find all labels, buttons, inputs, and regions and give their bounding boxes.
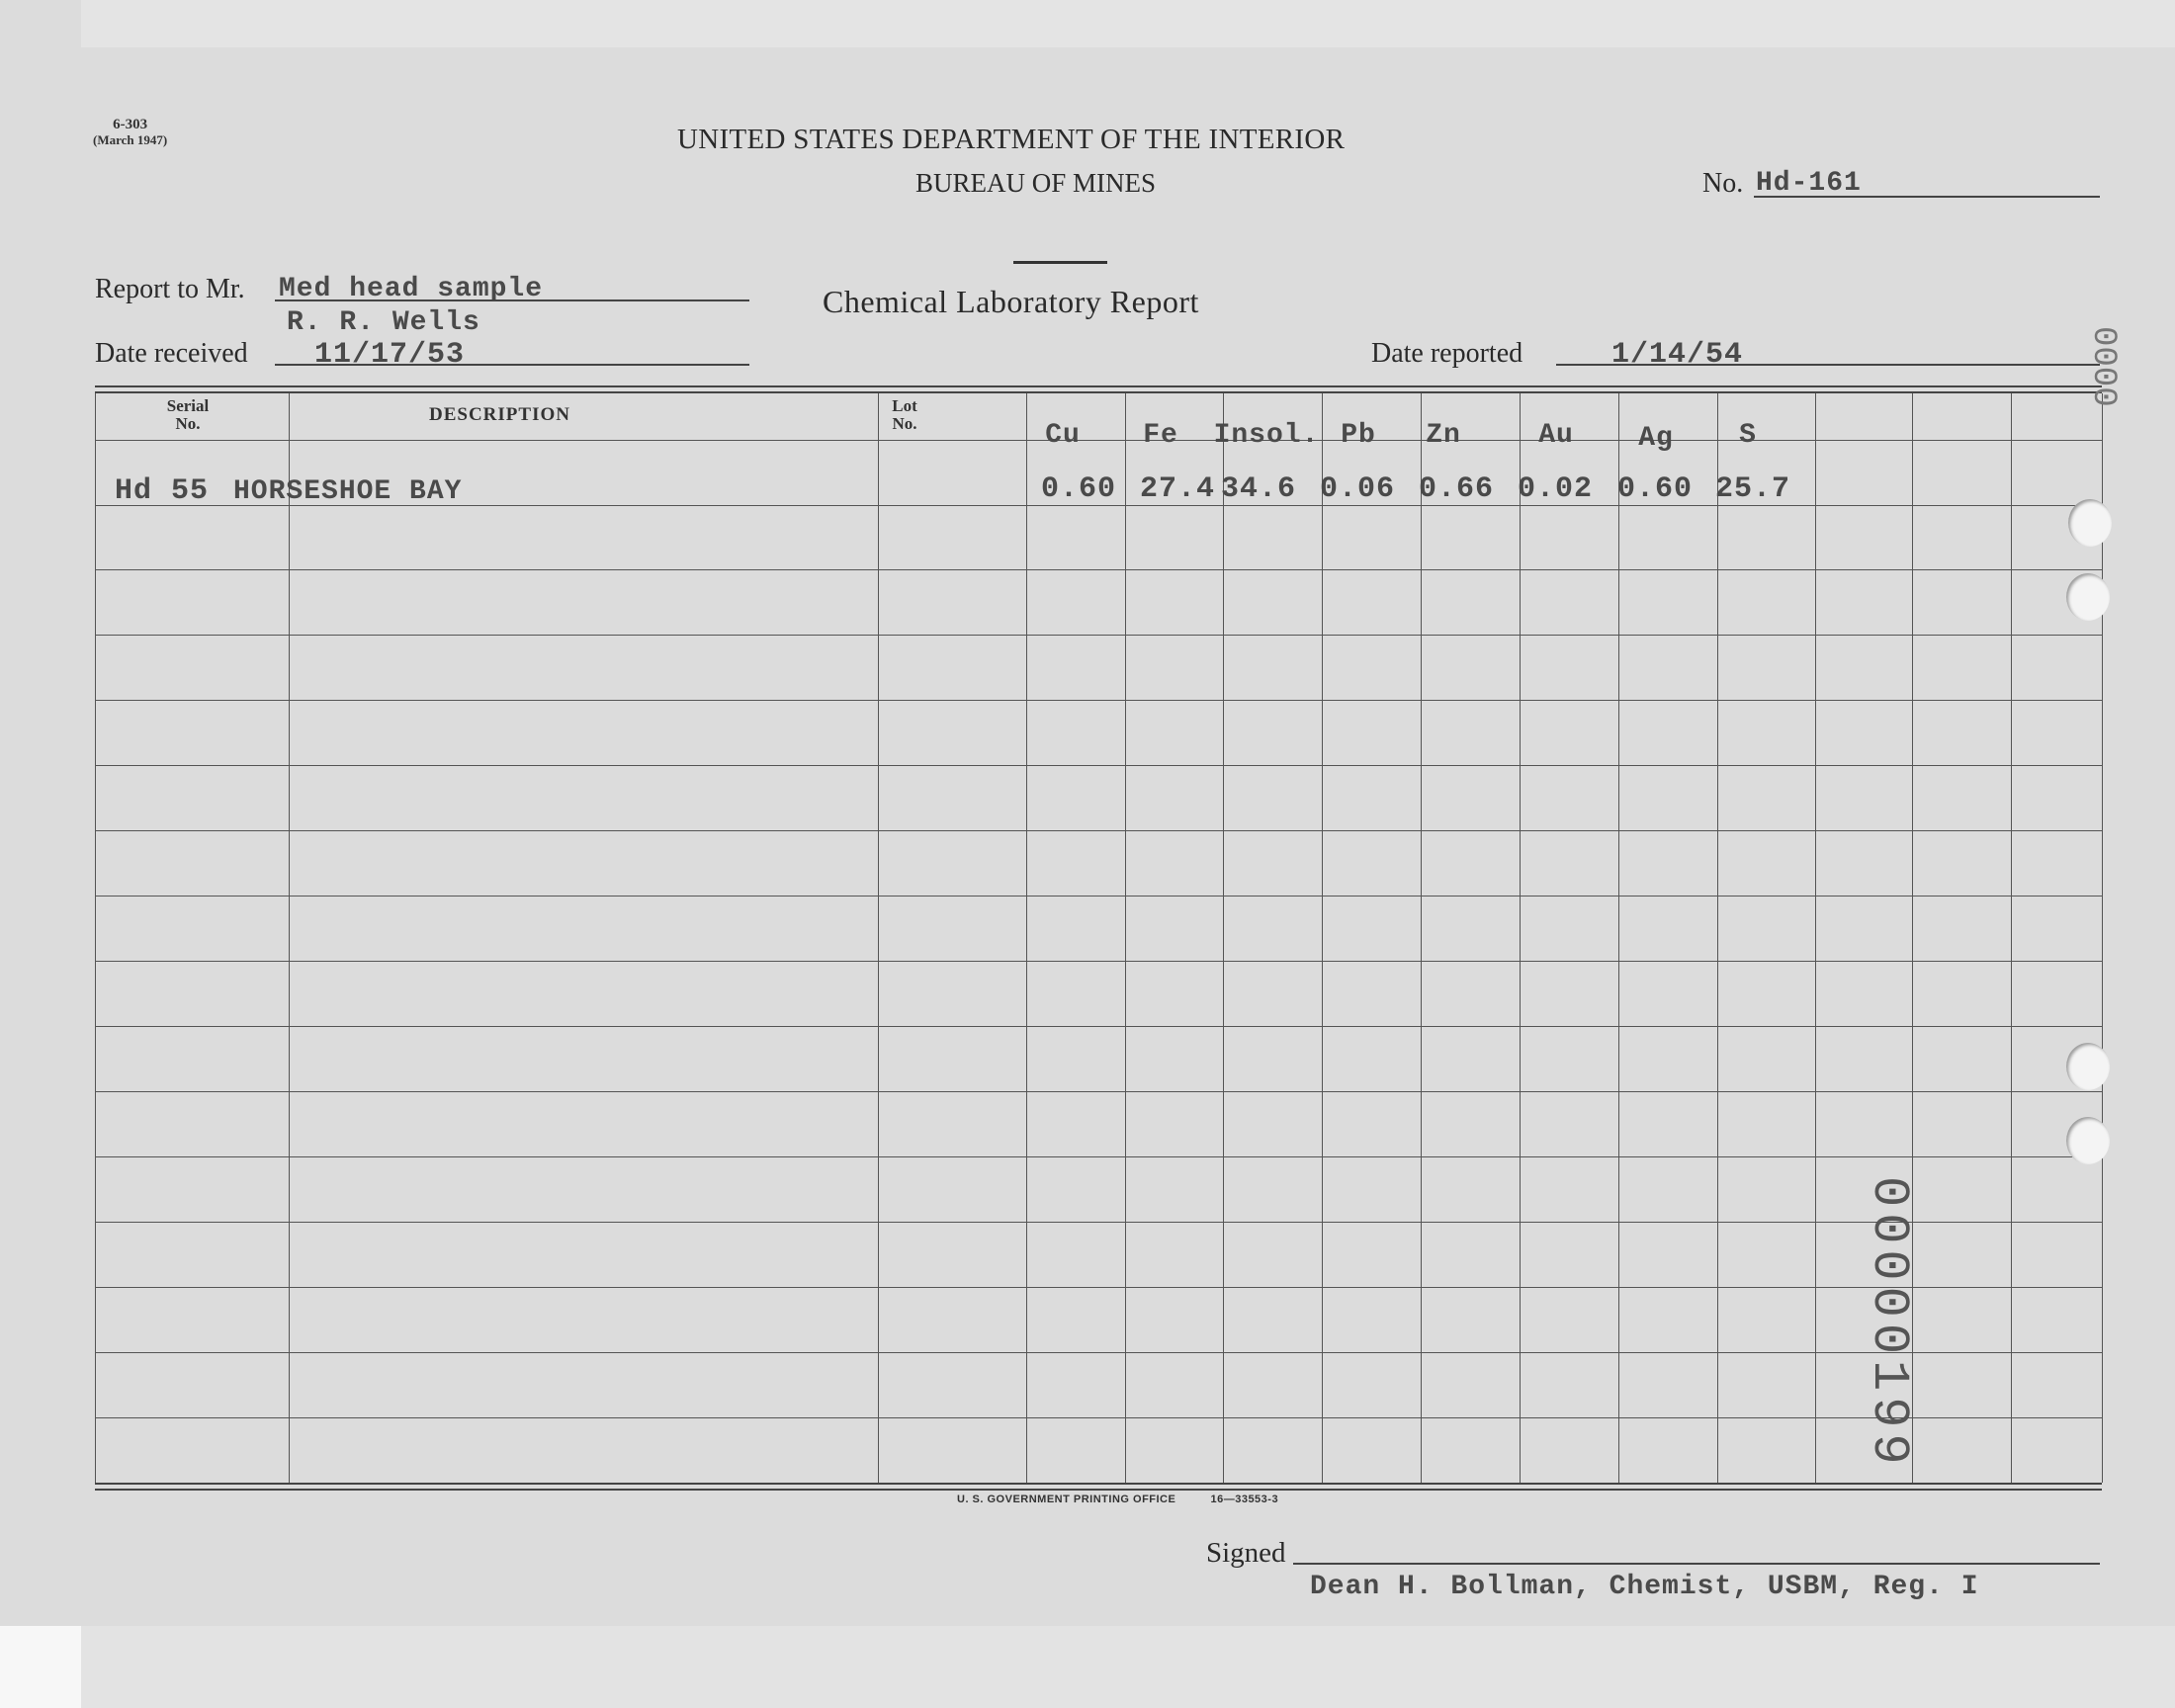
- element-header-s: S: [1739, 420, 1757, 451]
- table-row-rule: [95, 765, 2102, 766]
- form-number: 6-303: [113, 117, 148, 132]
- table-column-rule: [1520, 393, 1521, 1483]
- side-stamp-number-top: 0000: [2084, 326, 2122, 407]
- table-column-rule: [1815, 393, 1816, 1483]
- table-row-rule: [95, 1091, 2102, 1092]
- title-rule: [1013, 261, 1107, 264]
- description-header: DESCRIPTION: [429, 404, 570, 425]
- table-column-rule: [1717, 393, 1718, 1483]
- punch-hole-3: [2066, 1043, 2110, 1090]
- report-to-value: Med head sample: [279, 274, 544, 304]
- table-row-rule: [95, 1222, 2102, 1223]
- side-stamp-number: 00000199: [1860, 1176, 1918, 1471]
- punch-hole-2: [2066, 573, 2110, 621]
- sheet-top-band: [81, 0, 2175, 47]
- element-header-zn: Zn: [1426, 420, 1461, 451]
- element-header-cu: Cu: [1045, 420, 1081, 451]
- row-1-serial: Hd 55: [115, 474, 210, 508]
- table-column-rule: [1322, 393, 1323, 1483]
- row-1-pb: 0.06: [1319, 472, 1395, 506]
- table-bottom-rule-inner: [95, 1489, 2102, 1491]
- row-1-description: HORSESHOE BAY: [233, 476, 463, 507]
- signer-name: Dean H. Bollman, Chemist, USBM, Reg. I: [1310, 1572, 1979, 1602]
- table-row-rule: [95, 700, 2102, 701]
- report-to-underline: [275, 299, 749, 301]
- report-to-name: R. R. Wells: [287, 307, 480, 338]
- row-1-insol: 34.6: [1220, 472, 1296, 506]
- bureau-title: BUREAU OF MINES: [915, 168, 1157, 198]
- date-received-underline: [275, 364, 749, 366]
- table-column-rule: [1125, 393, 1126, 1483]
- table-top-rule: [95, 385, 2102, 387]
- report-no-label: No.: [1702, 168, 1744, 199]
- element-header-au: Au: [1538, 420, 1574, 451]
- lot-header-line2: No.: [892, 414, 917, 433]
- table-row-rule: [95, 569, 2102, 570]
- report-no-underline: [1754, 196, 2100, 198]
- table-row-rule: [95, 1352, 2102, 1353]
- punch-hole-4: [2066, 1117, 2110, 1164]
- element-header-insol: Insol.: [1213, 420, 1320, 451]
- table-bottom-rule: [95, 1483, 2102, 1485]
- form-code: [93, 117, 167, 148]
- row-1-au: 0.02: [1517, 472, 1593, 506]
- signature-line: [1293, 1563, 2100, 1565]
- date-received-label: Date received: [95, 338, 248, 369]
- date-reported-label: Date reported: [1371, 338, 1523, 369]
- table-row-rule: [95, 896, 2102, 897]
- report-to-label: Report to Mr.: [95, 274, 245, 304]
- form-date: (March 1947): [93, 132, 168, 147]
- element-header-pb: Pb: [1341, 420, 1376, 451]
- printing-office: [957, 1494, 1278, 1505]
- element-header-fe: Fe: [1143, 420, 1178, 451]
- table-row-rule: [95, 1156, 2102, 1157]
- date-received-value: 11/17/53: [314, 338, 466, 372]
- printing-office-name: U. S. GOVERNMENT PRINTING OFFICE: [957, 1494, 1176, 1505]
- table-top-rule-inner: [95, 391, 2102, 393]
- table-row-rule: [95, 1287, 2102, 1288]
- punch-hole-1: [2068, 499, 2112, 547]
- row-1-ag: 0.60: [1616, 472, 1693, 506]
- table-column-rule: [1026, 393, 1027, 1483]
- serial-header-line2: No.: [175, 414, 201, 433]
- table-column-rule: [289, 393, 290, 1483]
- table-row-rule: [95, 635, 2102, 636]
- scan-bottom-strip: [81, 1626, 2175, 1708]
- serial-header-line1: Serial: [166, 396, 210, 415]
- table-row-rule: [95, 961, 2102, 962]
- signed-label: Signed: [1206, 1537, 1286, 1569]
- date-reported-value: 1/14/54: [1611, 338, 1744, 372]
- table-column-rule: [1618, 393, 1619, 1483]
- table-row-rule: [95, 1026, 2102, 1027]
- date-reported-underline: [1556, 364, 2100, 366]
- table-column-rule: [95, 393, 96, 1483]
- row-1-cu: 0.60: [1040, 472, 1116, 506]
- table-column-rule: [1421, 393, 1422, 1483]
- table-column-rule: [2102, 393, 2103, 1483]
- table-row-rule: [95, 1417, 2102, 1418]
- table-column-rule: [2011, 393, 2012, 1483]
- serial-header: [138, 397, 237, 433]
- row-1-zn: 0.66: [1418, 472, 1494, 506]
- report-no-value: Hd-161: [1756, 168, 1862, 199]
- element-header-ag: Ag: [1638, 423, 1674, 454]
- table-column-rule: [878, 393, 879, 1483]
- report-title: Chemical Laboratory Report: [823, 284, 1199, 319]
- printing-office-code: 16—33553-3: [1210, 1494, 1279, 1505]
- row-1-s: 25.7: [1714, 472, 1790, 506]
- department-title: UNITED STATES DEPARTMENT OF THE INTERIOR: [677, 124, 1346, 155]
- table-row-rule: [95, 830, 2102, 831]
- lot-header-line1: Lot: [892, 396, 917, 415]
- table-column-rule: [1223, 393, 1224, 1483]
- row-1-fe: 27.4: [1139, 472, 1215, 506]
- lot-header: [855, 397, 954, 433]
